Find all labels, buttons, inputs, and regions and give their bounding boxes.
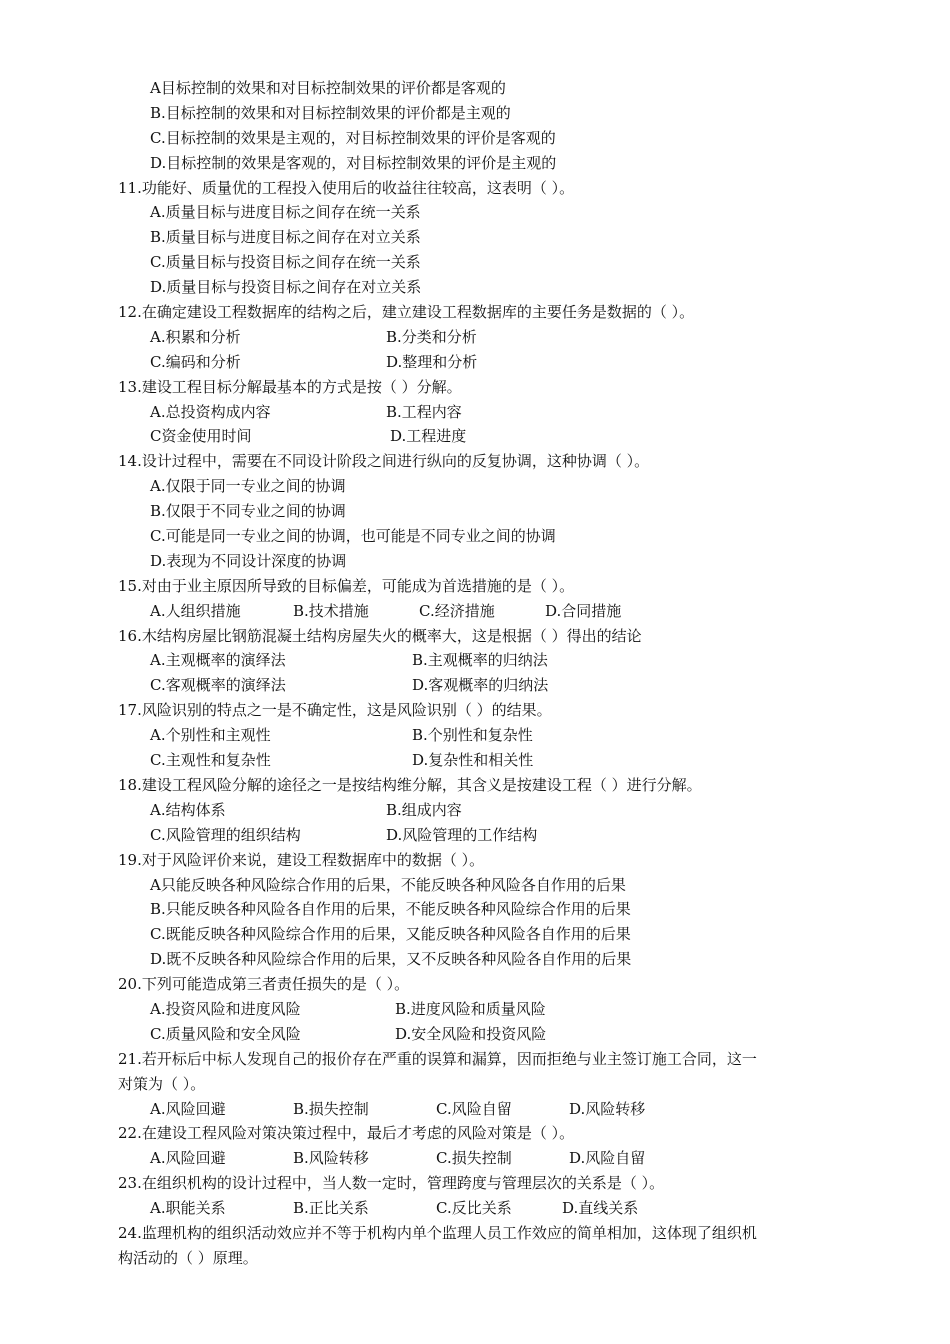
- q17-option-b: B.个别性和复杂性: [412, 726, 533, 745]
- q20-options-row-1: [118, 997, 850, 1022]
- q11-stem: 11.功能好、质量优的工程投入使用后的收益往往较高，这表明（ ）。: [118, 178, 575, 197]
- q22-option-b: B.风险转移: [293, 1149, 369, 1168]
- q22-options-row: [118, 1146, 850, 1171]
- q19-option-d: D.既不反映各种风险综合作用的后果，又不反映各种风险各自作用的后果: [150, 950, 632, 969]
- q21-option-c: C.风险自留: [436, 1099, 512, 1118]
- q10-option-d: D.目标控制的效果是客观的，对目标控制效果的评价是主观的: [150, 153, 557, 172]
- q11-option-d: D.质量目标与投资目标之间存在对立关系: [150, 278, 422, 297]
- q20-options-row-2: [118, 1022, 850, 1047]
- q18-options-row-1: [118, 798, 850, 823]
- q12-options-row-2: [118, 350, 850, 375]
- q18-option-a: A.结构体系: [150, 800, 226, 819]
- q22-stem: 22.在建设工程风险对策决策过程中，最后才考虑的风险对策是（ ）。: [118, 1124, 575, 1143]
- q18-options-row-2: [118, 823, 850, 848]
- q21-option-d: D.风险转移: [569, 1099, 646, 1118]
- q13-option-c: C资金使用时间: [150, 427, 252, 446]
- q18-stem: 18.建设工程风险分解的途径之一是按结构维分解，其含义是按建设工程（ ）进行分解。: [118, 775, 702, 794]
- q16-options-row-1: [118, 648, 850, 673]
- q21-stem-line-1: 21.若开标后中标人发现自己的报价存在严重的误算和漏算，因而拒绝与业主签订施工合同，这一: [118, 1049, 757, 1068]
- q11-option-b: B.质量目标与进度目标之间存在对立关系: [150, 228, 421, 247]
- q23-option-b: B.正比关系: [293, 1199, 369, 1218]
- q12-stem: 12.在确定建设工程数据库的结构之后，建立建设工程数据库的主要任务是数据的（ ）。: [118, 303, 695, 322]
- q10-option-a: A目标控制的效果和对目标控制效果的评价都是客观的: [150, 79, 506, 97]
- q14-option-d: D.表现为不同设计深度的协调: [150, 551, 347, 570]
- q18-option-b: B.组成内容: [386, 800, 462, 819]
- q11-option-a: A.质量目标与进度目标之间存在统一关系: [150, 203, 421, 222]
- q16-option-c: C.客观概率的演绎法: [150, 676, 286, 695]
- q20-option-b: B.进度风险和质量风险: [395, 999, 546, 1018]
- q14-stem: 14.设计过程中，需要在不同设计阶段之间进行纵向的反复协调，这种协调（ ）。: [118, 452, 650, 471]
- q14-option-b: B.仅限于不同专业之间的协调: [150, 502, 346, 521]
- q22-option-d: D.风险自留: [569, 1149, 646, 1168]
- q21-stem-line-2: 对策为（ ）。: [118, 1074, 206, 1093]
- q17-stem: 17.风险识别的特点之一是不确定性，这是风险识别（ ）的结果。: [118, 701, 552, 720]
- q10-option-b: B.目标控制的效果和对目标控制效果的评价都是主观的: [150, 103, 511, 122]
- q21-option-b: B.损失控制: [293, 1099, 369, 1118]
- q15-option-c: C.经济措施: [419, 601, 495, 620]
- q13-option-b: B.工程内容: [386, 402, 462, 421]
- q19-option-b: B.只能反映各种风险各自作用的后果，不能反映各种风险综合作用的后果: [150, 900, 631, 919]
- q15-options-row: [118, 599, 850, 624]
- q13-option-d: D.工程进度: [390, 427, 467, 446]
- q18-option-d: D.风险管理的工作结构: [386, 825, 538, 844]
- q24-stem-line-1: 24.监理机构的组织活动效应并不等于机构内单个监理人员工作效应的简单相加，这体现了组织机: [118, 1223, 757, 1242]
- q20-stem: 20.下列可能造成第三者责任损失的是（ ）。: [118, 975, 410, 994]
- q12-options-row-1: [118, 325, 850, 350]
- q23-option-d: D.直线关系: [562, 1199, 639, 1218]
- q23-option-c: C.反比关系: [436, 1199, 512, 1218]
- q15-option-a: A.人组织措施: [150, 601, 241, 620]
- q17-options-row-1: [118, 723, 850, 748]
- q22-option-c: C.损失控制: [436, 1149, 512, 1168]
- q23-options-row: [118, 1196, 850, 1221]
- q23-option-a: A.职能关系: [150, 1199, 226, 1218]
- q19-option-a: A只能反映各种风险综合作用的后果，不能反映各种风险各自作用的后果: [150, 875, 626, 894]
- q16-stem: 16.木结构房屋比钢筋混凝土结构房屋失火的概率大，这是根据（ ）得出的结论: [118, 626, 642, 645]
- q12-option-a: A.积累和分析: [150, 327, 241, 346]
- q12-option-c: C.编码和分析: [150, 352, 241, 371]
- q17-options-row-2: [118, 748, 850, 773]
- q16-option-d: D.客观概率的归纳法: [412, 676, 549, 695]
- q20-option-d: D.安全风险和投资风险: [395, 1024, 547, 1043]
- q15-option-b: B.技术措施: [293, 601, 369, 620]
- q14-option-c: C.可能是同一专业之间的协调，也可能是不同专业之间的协调: [150, 527, 556, 546]
- q20-option-c: C.质量风险和安全风险: [150, 1024, 301, 1043]
- q16-option-a: A.主观概率的演绎法: [150, 651, 286, 670]
- q12-option-b: B.分类和分析: [386, 327, 477, 346]
- q11-option-c: C.质量目标与投资目标之间存在统一关系: [150, 253, 421, 272]
- q18-option-c: C.风险管理的组织结构: [150, 825, 301, 844]
- q17-option-a: A.个别性和主观性: [150, 726, 271, 745]
- q22-option-a: A.风险回避: [150, 1149, 226, 1168]
- q21-options-row: [118, 1097, 850, 1122]
- q20-option-a: A.投资风险和进度风险: [150, 999, 301, 1018]
- q19-option-c: C.既能反映各种风险综合作用的后果，又能反映各种风险各自作用的后果: [150, 925, 631, 944]
- q13-option-a: A.总投资构成内容: [150, 402, 271, 421]
- q23-stem: 23.在组织机构的设计过程中，当人数一定时，管理跨度与管理层次的关系是（ ）。: [118, 1174, 665, 1193]
- q16-options-row-2: [118, 673, 850, 698]
- q13-options-row-2: [118, 424, 850, 449]
- q16-option-b: B.主观概率的归纳法: [412, 651, 548, 670]
- q14-option-a: A.仅限于同一专业之间的协调: [150, 477, 346, 496]
- q15-option-d: D.合同措施: [545, 601, 622, 620]
- q13-stem: 13.建设工程目标分解最基本的方式是按（ ）分解。: [118, 377, 462, 396]
- q17-option-d: D.复杂性和相关性: [412, 751, 534, 770]
- q21-option-a: A.风险回避: [150, 1099, 226, 1118]
- q24-stem-line-2: 构活动的（ ）原理。: [118, 1248, 258, 1267]
- q19-stem: 19.对于风险评价来说，建设工程数据库中的数据（ ）。: [118, 850, 485, 869]
- q13-options-row-1: [118, 400, 850, 425]
- q10-option-c: C.目标控制的效果是主观的，对目标控制效果的评价是客观的: [150, 128, 556, 147]
- q15-stem: 15.对由于业主原因所导致的目标偏差，可能成为首选措施的是（ ）。: [118, 576, 575, 595]
- q12-option-d: D.整理和分析: [386, 352, 478, 371]
- q17-option-c: C.主观性和复杂性: [150, 751, 271, 770]
